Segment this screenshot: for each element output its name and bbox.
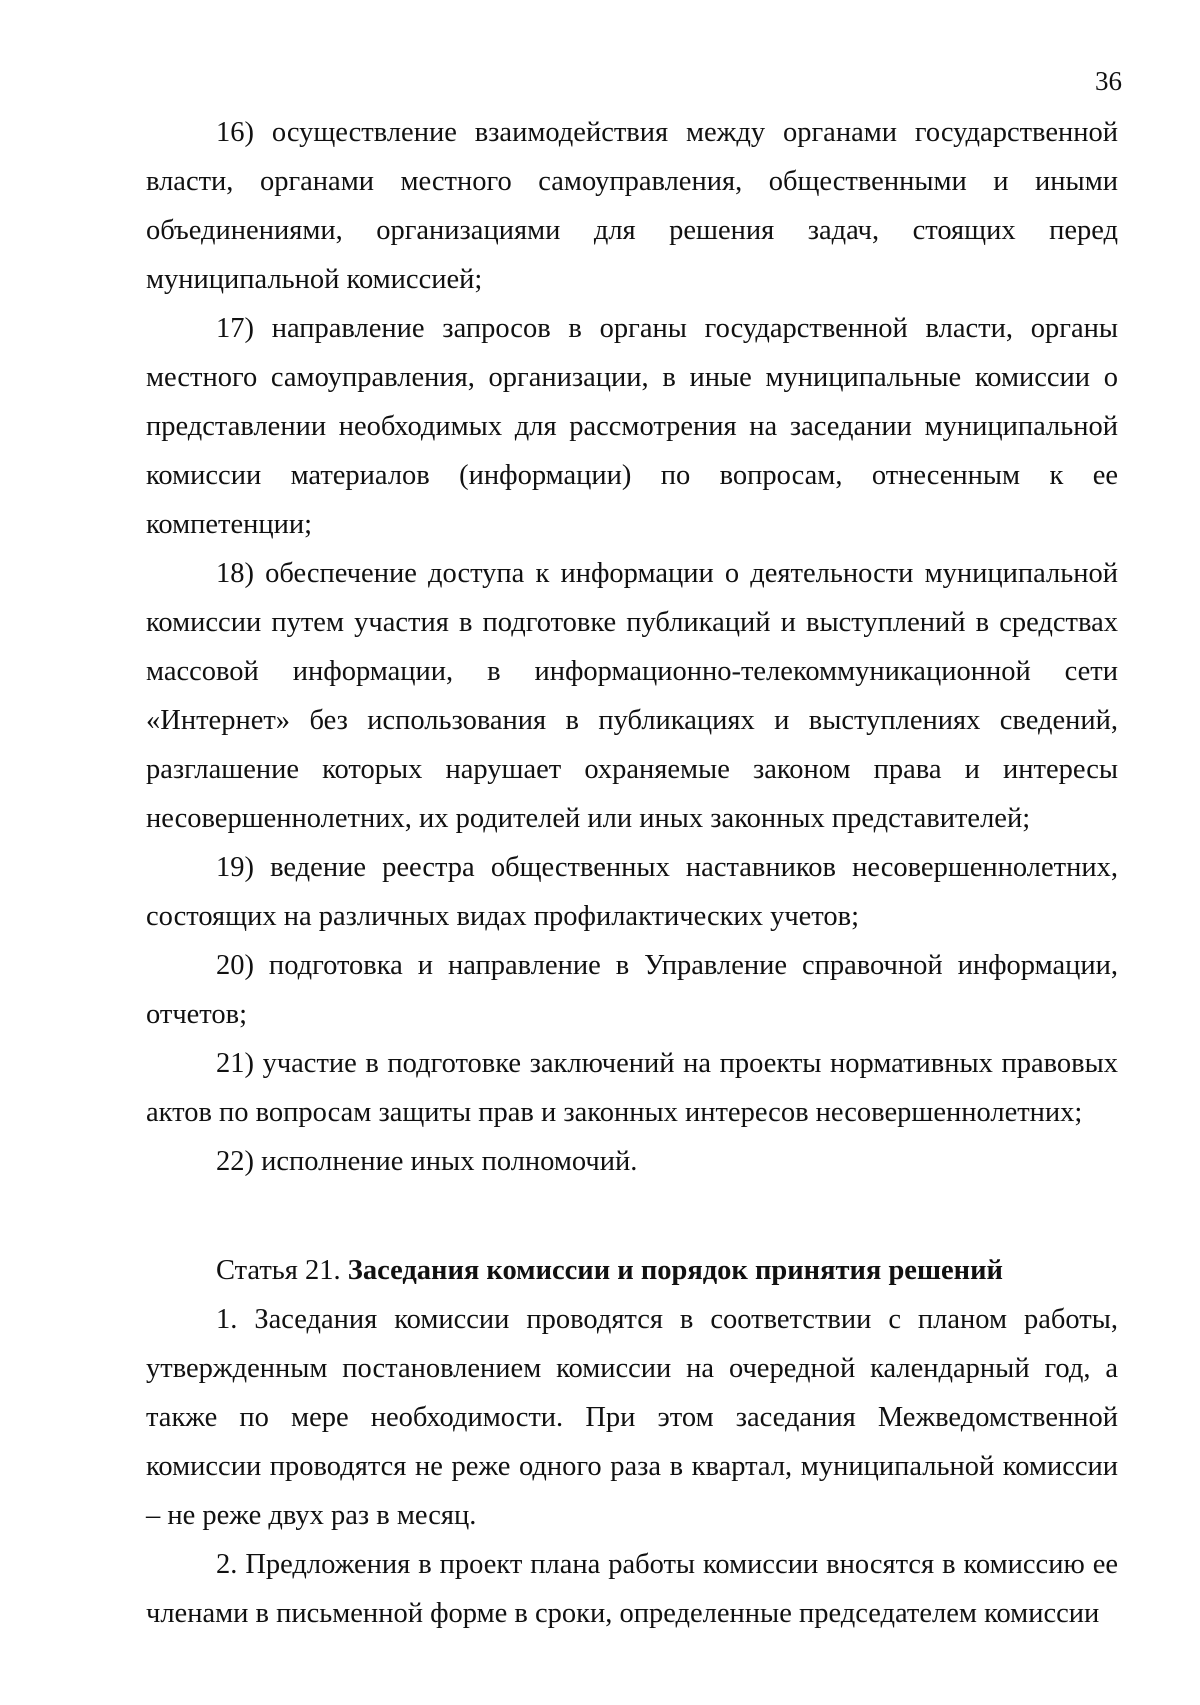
- article-prefix: Статья 21.: [216, 1255, 341, 1286]
- article-paragraph: 1. Заседания комиссии проводятся в соответствии с планом работы, утвержденным постановлением комиссии на очередной календарный год, а также по мере необходимости. При этом заседания Межведомственной комиссии проводятся не реже одного раза в квартал, муниципальной комиссии – не реже двух раз в месяц.: [146, 1304, 1118, 1531]
- list-item: 19) ведение реестра общественных наставников несовершеннолетних, состоящих на различных видах профилактических учетов;: [146, 852, 1118, 932]
- list-item: 20) подготовка и направление в Управление справочной информации, отчетов;: [146, 950, 1118, 1030]
- page-number: 36: [1095, 66, 1122, 96]
- list-item: 21) участие в подготовке заключений на проекты нормативных правовых актов по вопросам защиты прав и законных интересов несовершеннолетних;: [146, 1048, 1118, 1128]
- list-item: 22) исполнение иных полномочий.: [216, 1146, 638, 1177]
- list-item: 16) осуществление взаимодействия между органами государственной власти, органами местного самоуправления, общественными и иными объединениями, организациями для решения задач, стоящих перед муниципальной комиссией;: [146, 117, 1118, 295]
- article-title: Заседания комиссии и порядок принятия решений: [347, 1255, 1003, 1286]
- document-body: [146, 108, 1118, 1638]
- article-heading: [146, 1246, 1118, 1295]
- list-item: 17) направление запросов в органы государственной власти, органы местного самоуправления, организации, в иные муниципальные комиссии о представлении необходимых для рассмотрения на заседании муниципальной комиссии материалов (информации) по вопросам, отнесенным к ее компетенции;: [146, 313, 1118, 540]
- article-paragraph: 2. Предложения в проект плана работы комиссии вносятся в комиссию ее членами в письменной форме в сроки, определенные председателем комиссии: [146, 1549, 1118, 1629]
- list-item: 18) обеспечение доступа к информации о деятельности муниципальной комиссии путем участия в подготовке публикаций и выступлений в средствах массовой информации, в информационно-телекоммуникационной сети «Интернет» без использования в публикациях и выступлениях сведений, разглашение которых нарушает охраняемые законом права и интересы несовершеннолетних, их родителей или иных законных представителей;: [146, 558, 1118, 834]
